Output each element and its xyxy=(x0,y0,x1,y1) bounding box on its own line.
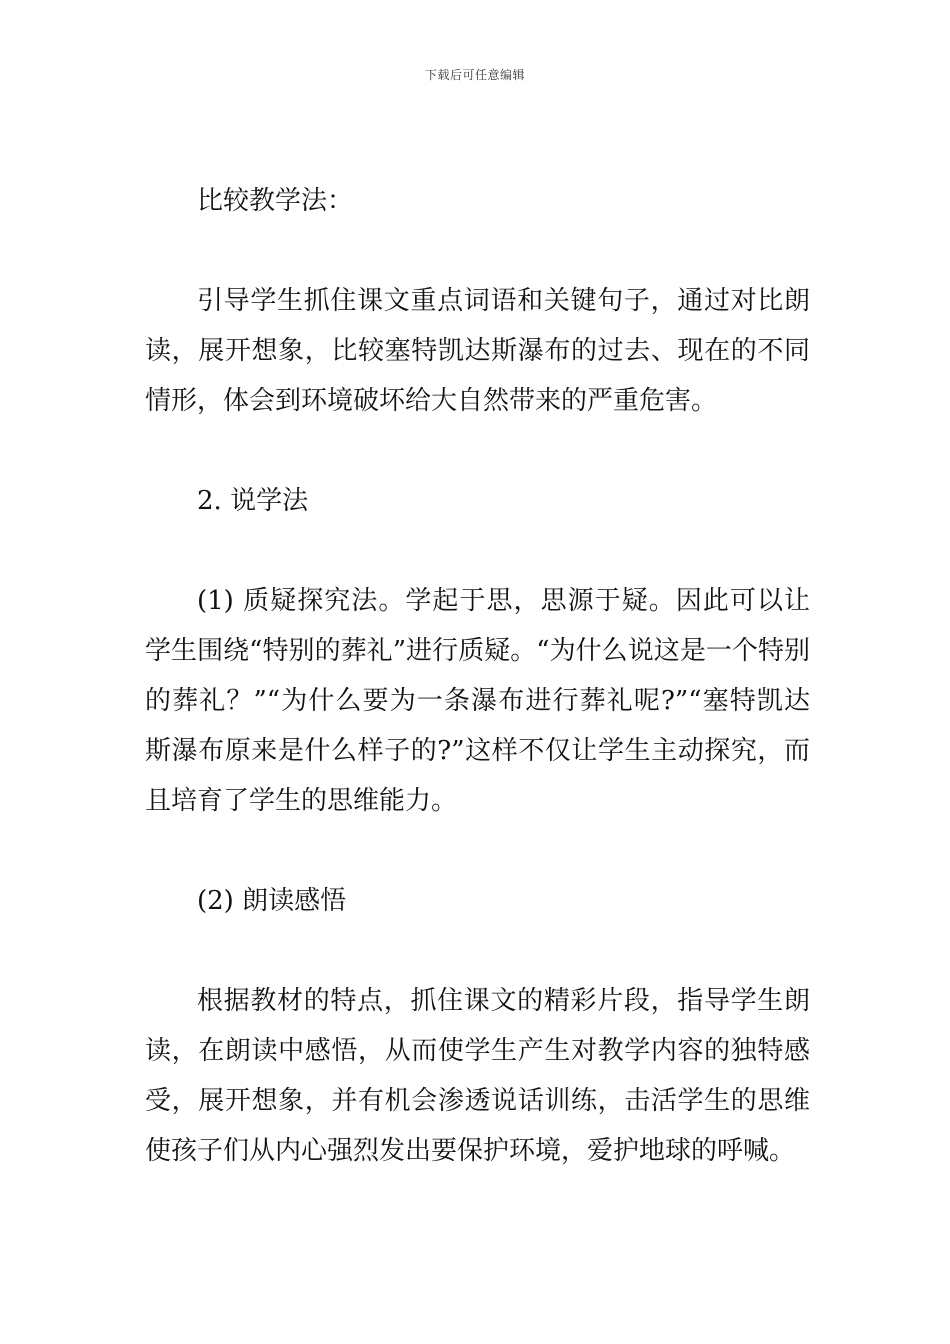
paragraph-reading-method: 根据教材的特点，抓住课文的精彩片段，指导学生朗读，在朗读中感悟，从而使学生产生对教学内容的独特感受，展开想象，并有机会渗透说话训练，击活学生的思维使孩子们从内心强烈发出要保护环境，爱护地球的呼喊。 xyxy=(145,986,810,1166)
paragraph-comparison-method-title: 比较教学法： xyxy=(197,186,354,216)
paragraph-comparison-method: 引导学生抓住课文重点词语和关键句子，通过对比朗读，展开想象，比较塞特凯达斯瀑布的过去、现在的不同情形，体会到环境破坏给大自然带来的严重危害。 xyxy=(145,286,810,416)
document-body xyxy=(145,176,810,1176)
paragraph-learning-method-heading: 2. 说学法 xyxy=(197,486,309,516)
paragraph-reading-heading: (2) 朗读感悟 xyxy=(197,886,347,916)
paragraph-inquiry-method: (1) 质疑探究法。学起于思，思源于疑。因此可以让学生围绕“特别的葬礼”进行质疑。“为什么说这是一个特别的葬礼？”“为什么要为一条瀑布进行葬礼呢?”“塞特凯达斯瀑布原来是什么样子的?”这样不仅让学生主动探究，而且培育了学生的思维能力。 xyxy=(145,586,810,816)
page-header: 下载后可任意编辑 xyxy=(424,68,525,82)
